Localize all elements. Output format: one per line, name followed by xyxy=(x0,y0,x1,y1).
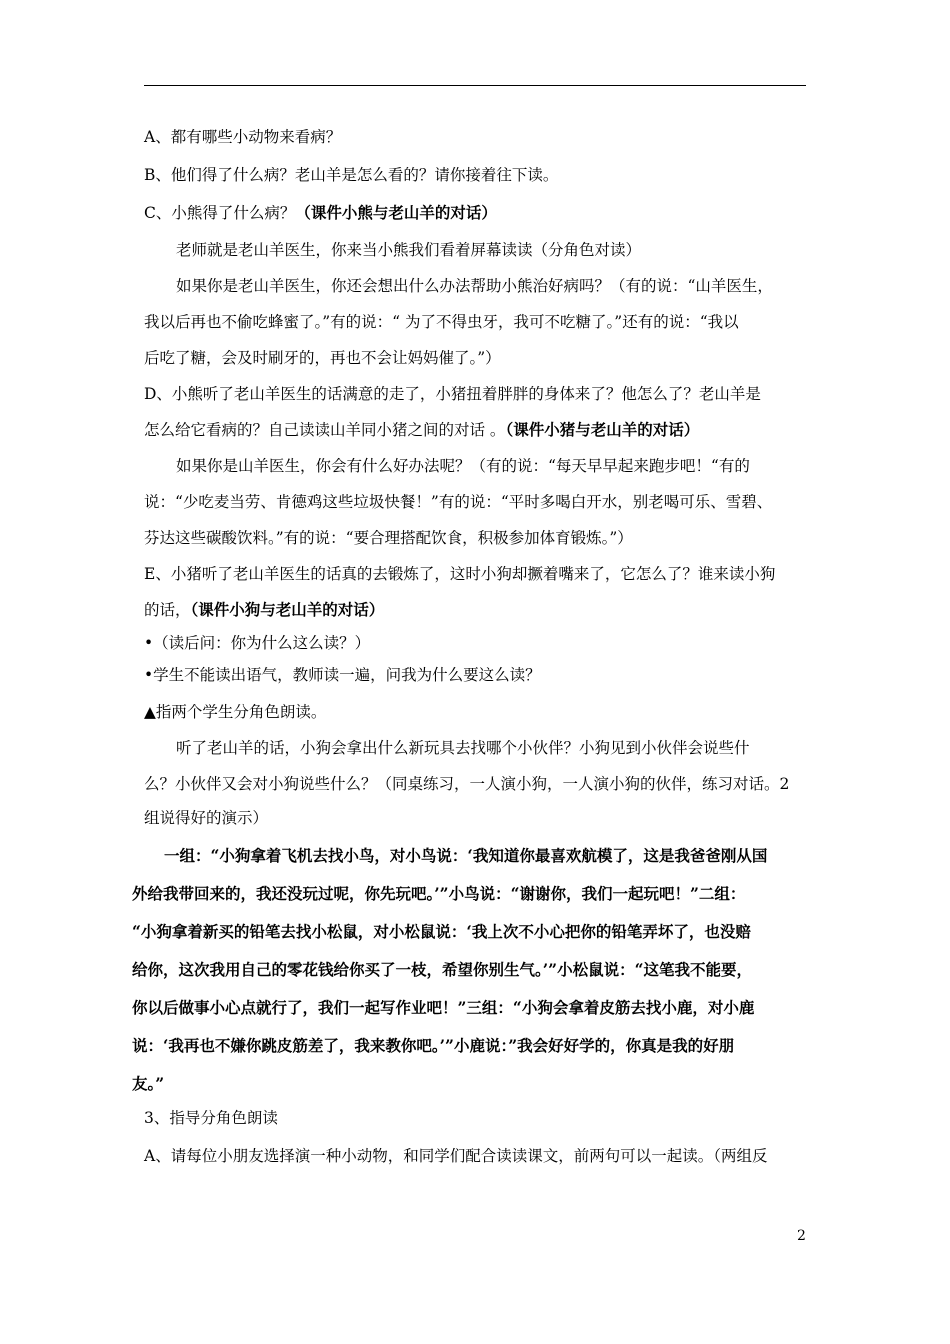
paragraph-line: A、请每位小朋友选择演一种小动物，和同学们配合读读课文，前两句可以一起读。（两组反 xyxy=(144,1147,768,1165)
paragraph-line: 听了老山羊的话，小狗会拿出什么新玩具去找哪个小伙伴？小狗见到小伙伴会说些什 xyxy=(176,739,750,757)
header-rule xyxy=(144,85,806,86)
bold-paragraph-line: 说：‘我再也不嫌你跳皮筋差了，我来教你吧。’”小鹿说：”我会好好学的，你真是我的好朋 xyxy=(132,1036,735,1055)
bold-paragraph-line: 你以后做事小心点就行了，我们一起写作业吧！”三组：“小狗会拿着皮筋去找小鹿，对小鹿 xyxy=(132,998,755,1017)
bold-paragraph-line: 给你，这次我用自己的零花钱给你买了一枝，希望你别生气。’”小松鼠说：“这笔我不能要， xyxy=(132,960,752,979)
bullet-item: •学生不能读出语气，教师读一遍，问我为什么要这么读？ xyxy=(144,666,541,684)
question-a: A、都有哪些小动物来看病？ xyxy=(144,128,342,146)
paragraph-line: 后吃了糖，会及时刷牙的，再也不会让妈妈催了。”） xyxy=(144,349,501,367)
section-heading: 3、指导分角色朗读 xyxy=(144,1109,278,1127)
paragraph-line: 我以后再也不偷吃蜂蜜了。”有的说：“ 为了不得虫牙，我可不吃糖了。”还有的说：“我以 xyxy=(144,313,739,331)
question-b: B、他们得了什么病？老山羊是怎么看的？请你接着往下读。 xyxy=(144,166,559,184)
courseware-note-pig: （课件小猪与老山羊的对话） xyxy=(505,420,700,439)
bullet-item: •（读后问：你为什么这么读？） xyxy=(144,634,371,652)
paragraph-line: 的话，（课件小狗与老山羊的对话） xyxy=(144,600,385,619)
paragraph-line: 如果你是山羊医生，你会有什么好办法呢？（有的说：“每天早早起来跑步吧！“有的 xyxy=(176,457,750,475)
bold-paragraph-line: 一组：“小狗拿着飞机去找小鸟，对小鸟说：‘我知道你最喜欢航模了，这是我爸爸刚从国 xyxy=(164,846,768,865)
paragraph-line: 芬达这些碳酸饮料。”有的说：“要合理搭配饮食，积极参加体育锻炼。”） xyxy=(144,529,633,547)
paragraph-line: 老师就是老山羊医生，你来当小熊我们看着屏幕读读（分角色对读） xyxy=(176,241,642,259)
paragraph-line: 如果你是老山羊医生，你还会想出什么办法帮助小熊治好病吗？（有的说：“山羊医生， xyxy=(176,277,773,295)
bold-paragraph-line: “小狗拿着新买的铅笔去找小松鼠，对小松鼠说：‘我上次不小心把你的铅笔弄坏了，也没赔 xyxy=(132,922,751,941)
paragraph-line: 么？小伙伴又会对小狗说些什么？（同桌练习，一人演小狗，一人演小狗的伙伴，练习对话。2 xyxy=(144,775,790,793)
bold-paragraph-line: 外给我带回来的，我还没玩过呢，你先玩吧。’”小鸟说：“谢谢你，我们一起玩吧！”二组： xyxy=(132,884,746,903)
page-number: 2 xyxy=(797,1228,806,1244)
courseware-note-dog: （课件小狗与老山羊的对话） xyxy=(190,600,385,619)
question-e: E、小猪听了老山羊医生的话真的去锻炼了，这时小狗却撅着嘴来了，它怎么了？谁来读小狗 xyxy=(144,565,776,583)
question-c: C、小熊得了什么病？（课件小熊与老山羊的对话） xyxy=(144,203,497,222)
paragraph-line: 怎么给它看病的？自己读读山羊同小猪之间的对话 。（课件小猪与老山羊的对话） xyxy=(144,420,700,439)
paragraph-line: 说：“少吃麦当劳、肯德鸡这些垃圾快餐！”有的说：“平时多喝白开水，别老喝可乐、雪碧、 xyxy=(144,493,773,511)
courseware-note-bear: （课件小熊与老山羊的对话） xyxy=(295,203,497,222)
question-d: D、小熊听了老山羊医生的话满意的走了，小猪扭着胖胖的身体来了？他怎么了？老山羊是 xyxy=(144,385,761,403)
paragraph-line: 组说得好的演示） xyxy=(144,809,269,827)
triangle-item: ▲指两个学生分角色朗读。 xyxy=(144,703,327,721)
bold-paragraph-line: 友。” xyxy=(132,1074,165,1093)
